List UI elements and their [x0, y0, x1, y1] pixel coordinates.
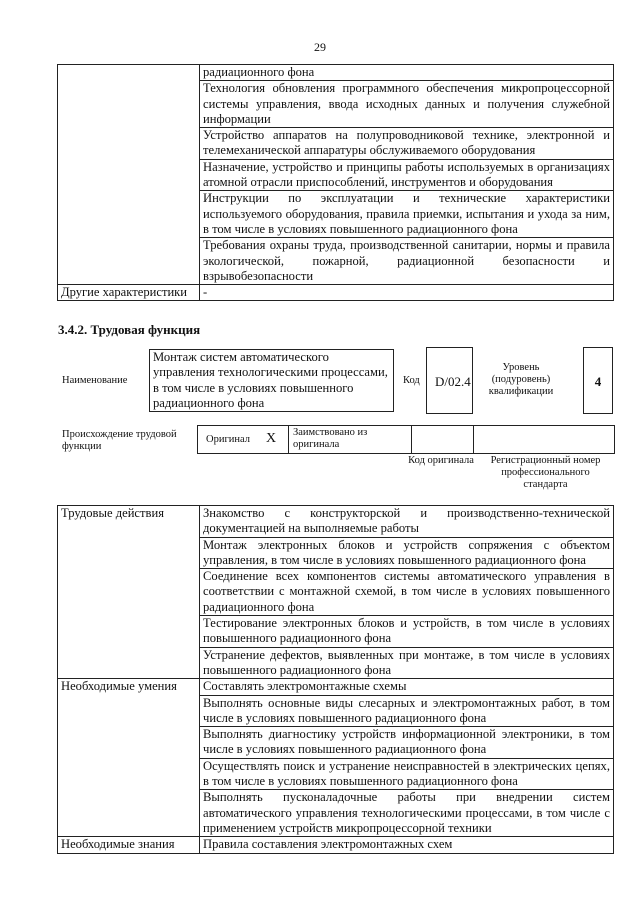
code-label: Код — [403, 375, 420, 386]
divider — [473, 426, 474, 453]
level-label: Уровень (подуровень) квалификации — [488, 362, 554, 397]
row-item: Тестирование электронных блоков и устройств, в том числе в условиях повышенного радиационного фона — [200, 616, 614, 648]
knowledge-table-continued — [57, 64, 614, 301]
row-item: Устранение дефектов, выявленных при монтаже, в том числе в условиях повышенного радиационного фона — [200, 647, 614, 679]
row-item: радиационного фона — [200, 65, 614, 81]
table-row — [58, 285, 614, 301]
row-label: Необходимые умения — [58, 679, 200, 837]
table-row — [58, 65, 614, 81]
reg-number-caption: Регистрационный номер профессионального стандарта — [490, 455, 601, 490]
level-value: 4 — [583, 347, 613, 414]
row-label: Трудовые действия — [58, 506, 200, 679]
code-value: D/02.4 — [426, 347, 473, 414]
row-item: Технология обновления программного обеспечения микропроцессорной системы управления, ввода исходных данных и получения служебной информации — [200, 81, 614, 128]
row-item: Выполнять основные виды слесарных и электромонтажных работ, в том числе в условиях повышенного радиационного фона — [200, 695, 614, 727]
original-code-caption: Код оригинала — [408, 455, 474, 466]
row-label: Необходимые знания — [58, 837, 200, 853]
divider — [411, 426, 412, 453]
row-item: Соединение всех компонентов системы автоматического управления в соответствии с монтажной схемой, в том числе в условиях повышенного радиационного фона — [200, 569, 614, 616]
table-row — [58, 506, 614, 538]
row-item: Осуществлять поиск и устранение неисправностей в электрических цепях, в том числе в условиях повышенного радиационного фона — [200, 758, 614, 790]
row-item: Составлять электромонтажные схемы — [200, 679, 614, 695]
row-item: Устройство аппаратов на полупроводниковой технике, электронной и телемеханической аппаратуры обслуживаемого оборудования — [200, 128, 614, 160]
row-label: Другие характеристики — [58, 285, 200, 301]
row-label — [58, 65, 200, 285]
row-item: Инструкции по эксплуатации и технические характеристики используемого оборудования, правила приемки, испытания и ухода за ним, в том числе в условиях повышенного радиационного фона — [200, 191, 614, 238]
table-row — [58, 679, 614, 695]
row-item: Знакомство с конструкторской и производственно-технической документацией на выполняемые работы — [200, 506, 614, 538]
row-item: Выполнять диагностику устройств информационной электроники, в том числе в условиях повышенного радиационного фона — [200, 727, 614, 759]
function-name-box: Монтаж систем автоматического управления технологическими процессами, в том числе в условиях повышенного радиационного фона — [149, 349, 394, 412]
origin-table — [197, 425, 615, 454]
borrowed-label: Заимствовано из оригинала — [288, 426, 413, 453]
labor-function-table — [57, 505, 614, 854]
row-item: Правила составления электромонтажных схем — [200, 837, 614, 853]
origin-label: Происхождение трудовой функции — [62, 429, 177, 452]
name-label: Наименование — [62, 375, 128, 386]
original-mark: X — [266, 431, 277, 446]
row-item: Выполнять пусконаладочные работы при внедрении систем автоматического управления технологическими процессами, в том числе с применением устройств микропроцессорной техники — [200, 790, 614, 837]
section-heading: 3.4.2. Трудовая функция — [58, 322, 201, 337]
original-label: Оригинал — [206, 434, 250, 445]
page-number: 29 — [314, 40, 326, 54]
row-item: - — [200, 285, 614, 301]
row-item: Монтаж электронных блоков и устройств сопряжения с объектом управления, в том числе в условиях повышенного радиационного фона — [200, 537, 614, 569]
row-item: Требования охраны труда, производственной санитарии, нормы и правила экологической, пожарной, радиационной безопасности и взрывобезопасности — [200, 238, 614, 285]
table-row — [58, 837, 614, 853]
row-item: Назначение, устройство и принципы работы используемых в организациях атомной отрасли приспособлений, инструментов и оборудования — [200, 159, 614, 191]
